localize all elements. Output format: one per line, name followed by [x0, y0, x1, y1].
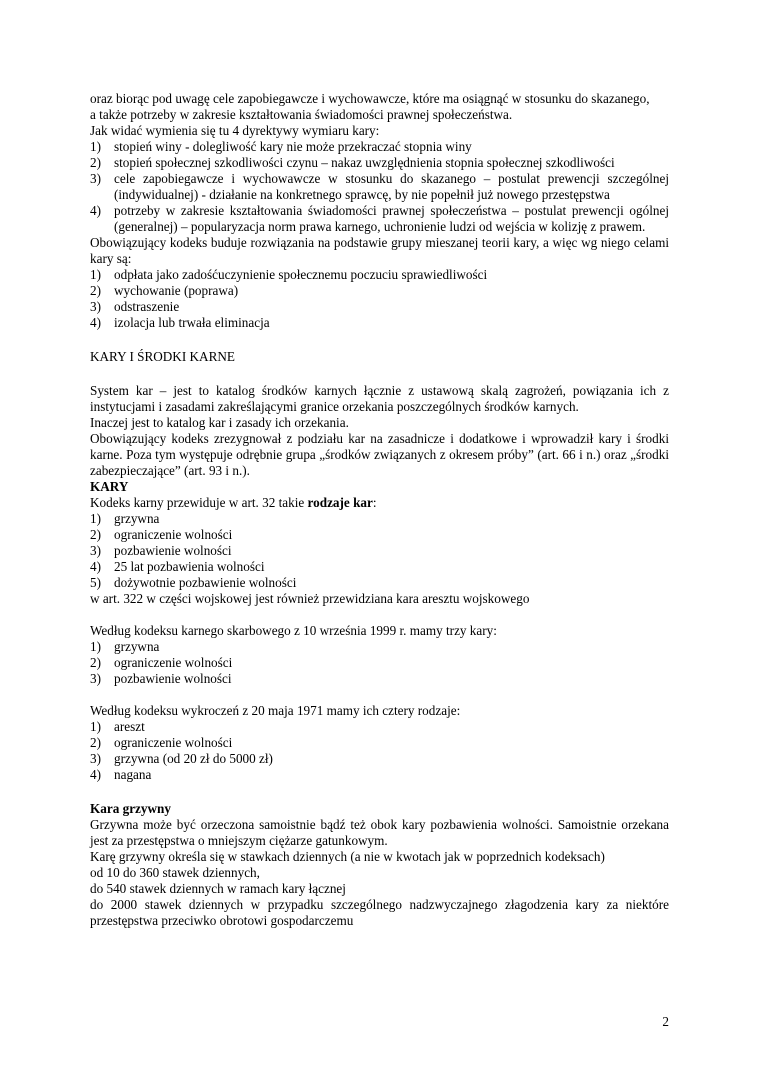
list-text: dożywotnie pozbawienie wolności [114, 575, 297, 590]
fine-heading: Kara grzywny [90, 801, 171, 816]
list-text: odpłata jako zadośćuczynienie społecznemu poczuciu sprawiedliwości [114, 267, 488, 282]
directives-list [90, 139, 669, 235]
kary-intro [90, 495, 669, 511]
list-number: 5) [90, 575, 101, 590]
list-text: cele zapobiegawcze i wychowawcze w stosunku do skazanego – postulat prewencji szczególnej (indywidualnej) - działanie na konkretnego sprawcę, by nie popełnił już nowego przestępstwa [114, 171, 669, 202]
list-number: 4) [90, 315, 101, 330]
list-item [90, 719, 669, 735]
fine-paragraph-4: do 540 stawek dziennych w ramach kary łącznej [90, 881, 346, 896]
list-text: grzywna (od 20 zł do 5000 zł) [114, 751, 273, 766]
list-text: wychowanie (poprawa) [114, 283, 239, 298]
section-paragraph-1: System kar – jest to katalog środków karnych łącznie z ustawową skalą zagrożeń, powiązania ich z instytucjami i zasadami zakreślającymi granice orzekania poszczególnych środków karnych. [90, 383, 669, 414]
list-text: grzywna [114, 639, 160, 654]
list-number: 1) [90, 267, 101, 282]
list-item [90, 315, 669, 331]
list-item [90, 283, 669, 299]
list-item [90, 203, 669, 235]
list-text: pozbawienie wolności [114, 543, 232, 558]
kks-penalties-list [90, 639, 669, 687]
list-item [90, 543, 669, 559]
list-item [90, 511, 669, 527]
list-number: 3) [90, 171, 101, 186]
intro-paragraph-2: a także potrzeby w zakresie kształtowania świadomości prawnej społeczeństwa. [90, 107, 513, 122]
list-text: ograniczenie wolności [114, 655, 233, 670]
list-item [90, 559, 669, 575]
kw-penalties-list [90, 719, 669, 783]
list-item [90, 655, 669, 671]
list-number: 3) [90, 299, 101, 314]
list-number: 1) [90, 639, 101, 654]
page-content [90, 91, 669, 929]
list-text: ograniczenie wolności [114, 735, 233, 750]
list-item [90, 139, 669, 155]
intro-paragraph-1: oraz biorąc pod uwagę cele zapobiegawcze i wychowawcze, które ma osiągnąć w stosunku do skazanego, [90, 91, 650, 106]
list-item [90, 639, 669, 655]
section-paragraph-3: Obowiązujący kodeks zrezygnował z podziału kar na zasadnicze i dodatkowe i wprowadził kary i środki karne. Poza tym występuje odrębnie grupa „środków związanych z okresem próby” (art. 66 i n.) oraz „środki zabezpieczające” (art. 93 i n.). [90, 431, 669, 478]
list-item [90, 575, 669, 591]
kk-penalties-list [90, 511, 669, 591]
list-item [90, 751, 669, 767]
section-paragraph-2: Inaczej jest to katalog kar i zasady ich orzekania. [90, 415, 349, 430]
list-text: nagana [114, 767, 152, 782]
list-item [90, 671, 669, 687]
list-item [90, 527, 669, 543]
list-number: 3) [90, 671, 101, 686]
list-number: 2) [90, 283, 101, 298]
list-text: izolacja lub trwała eliminacja [114, 315, 270, 330]
list-text: stopień społecznej szkodliwości czynu – nakaz uwzględnienia stopnia społecznej szkodliwości [114, 155, 615, 170]
list-number: 3) [90, 543, 101, 558]
spacer [90, 783, 669, 801]
kary-heading: KARY [90, 479, 129, 494]
fine-paragraph-5: do 2000 stawek dziennych w przypadku szczególnego nadzwyczajnego złagodzenia kary za niektóre przestępstwa przeciwko obrotowi gospodarczemu [90, 897, 669, 928]
list-text: odstraszenie [114, 299, 180, 314]
section-heading: KARY I ŚRODKI KARNE [90, 349, 235, 364]
list-number: 1) [90, 139, 101, 154]
list-item [90, 299, 669, 315]
list-number: 1) [90, 511, 101, 526]
list-number: 2) [90, 527, 101, 542]
list-number: 4) [90, 203, 101, 218]
list-number: 3) [90, 751, 101, 766]
list-text: stopień winy - dolegliwość kary nie może przekraczać stopnia winy [114, 139, 472, 154]
spacer [90, 687, 669, 703]
list-text: 25 lat pozbawienia wolności [114, 559, 265, 574]
list-number: 1) [90, 719, 101, 734]
spacer [90, 607, 669, 623]
list-item [90, 171, 669, 203]
list-number: 2) [90, 655, 101, 670]
goals-list [90, 267, 669, 331]
intro-paragraph-4: Obowiązujący kodeks buduje rozwiązania na podstawie grupy mieszanej teorii kary, a więc wg niego celami kary są: [90, 235, 669, 266]
spacer [90, 331, 669, 349]
list-text: pozbawienie wolności [114, 671, 232, 686]
list-number: 2) [90, 155, 101, 170]
kary-intro-bold: rodzaje kar [307, 495, 373, 510]
kw-intro: Według kodeksu wykroczeń z 20 maja 1971 mamy ich cztery rodzaje: [90, 703, 461, 718]
list-text: potrzeby w zakresie kształtowania świadomości prawnej społeczeństwa – postulat prewencji ogólnej (generalnej) – popularyzacja norm prawa karnego, uchronienie ludzi od wejścia w kolizję z prawem. [114, 203, 669, 234]
list-text: ograniczenie wolności [114, 527, 233, 542]
military-note: w art. 322 w części wojskowej jest również przewidziana kara aresztu wojskowego [90, 591, 530, 606]
list-number: 2) [90, 735, 101, 750]
page-number: 2 [662, 1014, 669, 1029]
intro-paragraph-3: Jak widać wymienia się tu 4 dyrektywy wymiaru kary: [90, 123, 380, 138]
fine-paragraph-3: od 10 do 360 stawek dziennych, [90, 865, 260, 880]
kary-intro-colon: : [372, 495, 377, 510]
list-text: areszt [114, 719, 145, 734]
fine-paragraph-1: Grzywna może być orzeczona samoistnie bądź też obok kary pozbawienia wolności. Samoistnie orzekana jest za przestępstwa o mniejszym ciężarze gatunkowym. [90, 817, 669, 848]
kary-intro-text: Kodeks karny przewiduje w art. 32 takie [90, 495, 308, 510]
list-number: 4) [90, 767, 101, 782]
list-item [90, 767, 669, 783]
list-number: 4) [90, 559, 101, 574]
list-item [90, 267, 669, 283]
fine-paragraph-2: Karę grzywny określa się w stawkach dziennych (a nie w kwotach jak w poprzednich kodeksach) [90, 849, 605, 864]
list-item [90, 735, 669, 751]
spacer [90, 365, 669, 383]
kks-intro: Według kodeksu karnego skarbowego z 10 września 1999 r. mamy trzy kary: [90, 623, 497, 638]
list-text: grzywna [114, 511, 160, 526]
list-item [90, 155, 669, 171]
